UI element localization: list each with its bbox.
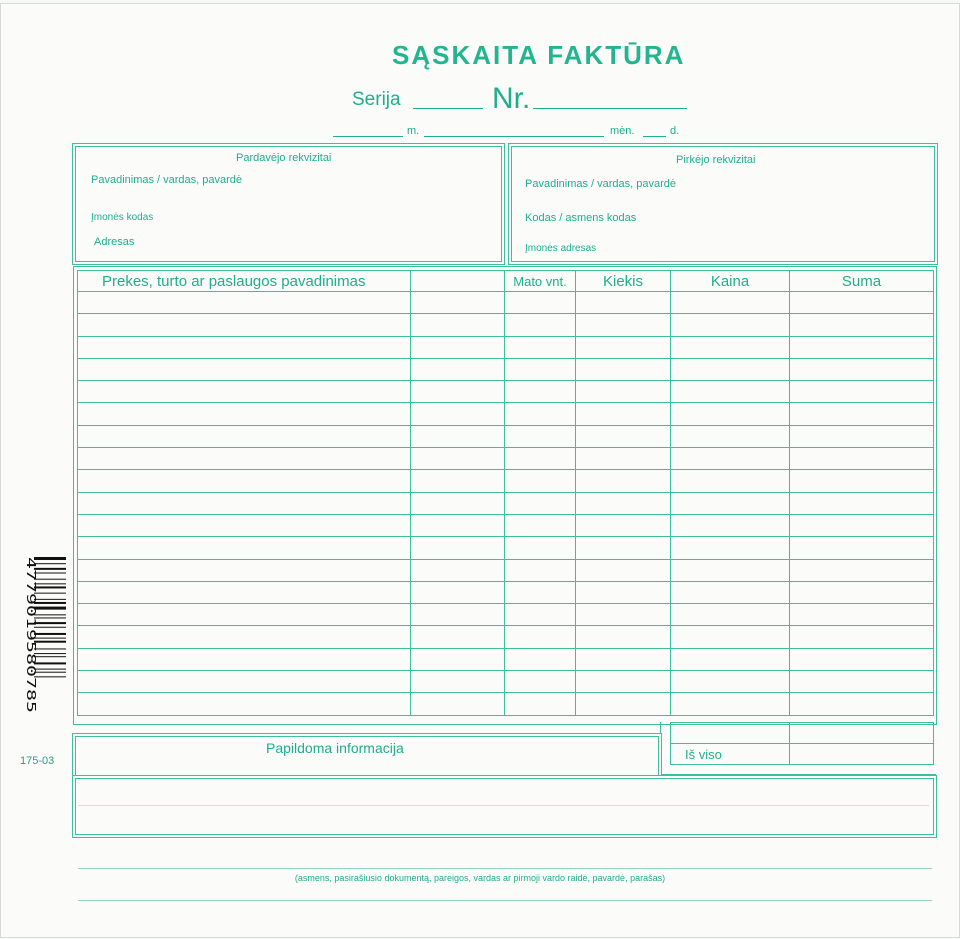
table-cell[interactable] (576, 626, 671, 648)
table-cell[interactable] (790, 626, 934, 648)
table-row (78, 381, 934, 403)
table-cell[interactable] (411, 514, 505, 536)
table-cell[interactable] (505, 671, 576, 693)
table-cell[interactable] (671, 403, 790, 425)
table-cell[interactable] (411, 648, 505, 670)
table-cell[interactable] (78, 403, 411, 425)
table-cell[interactable] (505, 537, 576, 559)
table-cell[interactable] (671, 559, 790, 581)
table-row (78, 693, 934, 715)
table-cell[interactable] (411, 425, 505, 447)
seller-address-label: Adresas (94, 236, 135, 248)
seller-name-label: Pavadinimas / vardas, pavardė (91, 174, 243, 186)
table-cell[interactable] (576, 537, 671, 559)
table-cell[interactable] (576, 581, 671, 603)
table-cell[interactable] (78, 358, 411, 380)
table-row (78, 358, 934, 380)
buyer-name-label: Pavadinimas / vardas, pavardė (525, 178, 677, 190)
extra-info-box[interactable] (75, 778, 934, 835)
table-cell[interactable] (576, 671, 671, 693)
month-label: mėn. (610, 125, 635, 137)
buyer-heading: Pirkėjo rekvizitai (676, 154, 756, 166)
table-row (78, 314, 934, 336)
totals-table (670, 722, 934, 765)
table-cell[interactable] (411, 559, 505, 581)
table-row (78, 292, 934, 314)
table-cell[interactable] (78, 336, 411, 358)
table-cell[interactable] (576, 648, 671, 670)
table-cell[interactable] (671, 336, 790, 358)
signature-caption: (asmens, pasirašiusio dokumentą, pareigos, vardas ar pirmoji vardo raidė, pavardė, parašas) (294, 873, 666, 883)
number-field[interactable] (533, 108, 687, 109)
table-cell[interactable] (78, 671, 411, 693)
table-cell[interactable] (576, 358, 671, 380)
table-cell[interactable] (505, 581, 576, 603)
totals-blank-cell[interactable] (671, 723, 790, 744)
table-row (78, 537, 934, 559)
table-cell[interactable] (671, 292, 790, 314)
number-label: Nr. (492, 82, 531, 115)
table-cell[interactable] (790, 448, 934, 470)
table-cell[interactable] (505, 336, 576, 358)
seller-heading: Pardavėjo rekvizitai (236, 152, 332, 164)
table-cell[interactable] (576, 514, 671, 536)
table-cell[interactable] (576, 425, 671, 447)
table-row (78, 336, 934, 358)
table-cell[interactable] (505, 604, 576, 626)
table-cell[interactable] (576, 336, 671, 358)
series-label: Serija (352, 89, 401, 110)
table-cell[interactable] (411, 693, 505, 715)
totals-sum-field[interactable] (790, 744, 934, 765)
table-cell[interactable] (790, 425, 934, 447)
table-cell[interactable] (411, 292, 505, 314)
table-cell[interactable] (671, 604, 790, 626)
buyer-code-label: Kodas / asmens kodas (525, 212, 637, 224)
table-cell[interactable] (505, 492, 576, 514)
table-cell[interactable] (790, 292, 934, 314)
table-cell[interactable] (78, 604, 411, 626)
table-cell[interactable] (671, 648, 790, 670)
table-cell[interactable] (411, 626, 505, 648)
table-cell[interactable] (671, 314, 790, 336)
col-description: Prekes, turto ar paslaugos pavadinimas (78, 271, 411, 292)
day-label: d. (670, 125, 680, 137)
table-cell[interactable] (576, 381, 671, 403)
table-cell[interactable] (576, 492, 671, 514)
table-cell[interactable] (671, 492, 790, 514)
table-cell[interactable] (790, 381, 934, 403)
year-label: m. (407, 125, 420, 137)
table-row (78, 448, 934, 470)
table-cell[interactable] (78, 626, 411, 648)
table-cell[interactable] (671, 693, 790, 715)
extra-info-heading: Papildoma informacija (266, 740, 404, 756)
table-cell[interactable] (671, 470, 790, 492)
table-cell[interactable] (411, 671, 505, 693)
table-cell[interactable] (505, 381, 576, 403)
table-cell[interactable] (78, 448, 411, 470)
table-cell[interactable] (505, 514, 576, 536)
table-cell[interactable] (78, 514, 411, 536)
table-cell[interactable] (505, 626, 576, 648)
table-cell[interactable] (790, 604, 934, 626)
table-cell[interactable] (505, 314, 576, 336)
table-cell[interactable] (505, 425, 576, 447)
table-cell[interactable] (411, 381, 505, 403)
table-cell[interactable] (505, 358, 576, 380)
month-field[interactable] (424, 136, 604, 137)
table-cell[interactable] (505, 470, 576, 492)
form-code: 175-03 (20, 755, 55, 767)
table-cell[interactable] (671, 671, 790, 693)
table-cell[interactable] (78, 492, 411, 514)
table-cell[interactable] (790, 559, 934, 581)
table-row (78, 514, 934, 536)
table-cell[interactable] (790, 581, 934, 603)
table-cell[interactable] (671, 381, 790, 403)
table-cell[interactable] (790, 358, 934, 380)
items-table (77, 270, 934, 716)
page-title: SĄSKAITA FAKTŪRA (392, 40, 686, 70)
table-cell[interactable] (411, 470, 505, 492)
table-cell[interactable] (671, 537, 790, 559)
table-cell[interactable] (576, 403, 671, 425)
table-cell[interactable] (411, 314, 505, 336)
table-cell[interactable] (78, 314, 411, 336)
signature-line-top[interactable] (78, 868, 932, 869)
table-cell[interactable] (411, 403, 505, 425)
table-cell[interactable] (576, 559, 671, 581)
barcode-digits (14, 557, 39, 713)
table-cell[interactable] (671, 358, 790, 380)
table-cell[interactable] (411, 604, 505, 626)
table-cell[interactable] (78, 425, 411, 447)
table-row (78, 470, 934, 492)
table-cell[interactable] (671, 626, 790, 648)
extra-info-line (78, 805, 929, 806)
table-row (78, 581, 934, 603)
table-cell[interactable] (78, 581, 411, 603)
table-cell[interactable] (671, 448, 790, 470)
table-cell[interactable] (790, 492, 934, 514)
table-cell[interactable] (505, 292, 576, 314)
table-cell[interactable] (78, 559, 411, 581)
table-cell[interactable] (505, 448, 576, 470)
table-cell[interactable] (790, 514, 934, 536)
table-cell[interactable] (505, 693, 576, 715)
table-cell[interactable] (671, 514, 790, 536)
table-row (78, 648, 934, 670)
series-field[interactable] (413, 108, 483, 109)
col-sum: Suma (790, 271, 934, 292)
table-cell[interactable] (576, 292, 671, 314)
table-cell[interactable] (790, 314, 934, 336)
table-row (78, 626, 934, 648)
col-quantity: Kiekis (576, 271, 671, 292)
day-field[interactable] (643, 136, 666, 137)
table-cell[interactable] (411, 537, 505, 559)
year-field[interactable] (333, 136, 403, 137)
table-cell[interactable] (576, 314, 671, 336)
totals-frame-bottom (660, 774, 936, 775)
table-cell[interactable] (576, 604, 671, 626)
totals-frame-left (660, 722, 661, 774)
table-cell[interactable] (576, 470, 671, 492)
table-cell[interactable] (505, 403, 576, 425)
col-unit: Mato vnt. (505, 271, 576, 292)
table-row (78, 403, 934, 425)
table-cell[interactable] (78, 381, 411, 403)
signature-line-bottom[interactable] (78, 900, 932, 901)
col-blank (411, 271, 505, 292)
table-cell[interactable] (790, 537, 934, 559)
table-cell[interactable] (78, 693, 411, 715)
table-row (78, 604, 934, 626)
table-cell[interactable] (78, 470, 411, 492)
table-cell[interactable] (790, 648, 934, 670)
table-cell[interactable] (411, 336, 505, 358)
table-cell[interactable] (790, 336, 934, 358)
table-row (78, 559, 934, 581)
table-cell[interactable] (505, 559, 576, 581)
table-row (78, 425, 934, 447)
totals-blank-sum[interactable] (790, 723, 934, 744)
table-cell[interactable] (78, 292, 411, 314)
barcode-digits-text: 4779019580785 (24, 557, 39, 654)
table-header-row (78, 271, 934, 292)
table-cell[interactable] (78, 537, 411, 559)
table-cell[interactable] (411, 581, 505, 603)
table-cell[interactable] (411, 492, 505, 514)
table-cell[interactable] (411, 448, 505, 470)
table-cell[interactable] (671, 425, 790, 447)
table-row (78, 671, 934, 693)
table-cell[interactable] (790, 671, 934, 693)
table-cell[interactable] (576, 448, 671, 470)
seller-code-label: Įmonės kodas (91, 212, 154, 223)
table-cell[interactable] (505, 648, 576, 670)
table-row (78, 492, 934, 514)
buyer-address-label: Įmonės adresas (525, 243, 597, 254)
table-cell[interactable] (78, 648, 411, 670)
totals-label: Iš viso (671, 744, 790, 765)
table-cell[interactable] (671, 581, 790, 603)
table-cell[interactable] (790, 403, 934, 425)
table-cell[interactable] (576, 693, 671, 715)
table-cell[interactable] (790, 693, 934, 715)
table-cell[interactable] (411, 358, 505, 380)
col-price: Kaina (671, 271, 790, 292)
table-cell[interactable] (790, 470, 934, 492)
